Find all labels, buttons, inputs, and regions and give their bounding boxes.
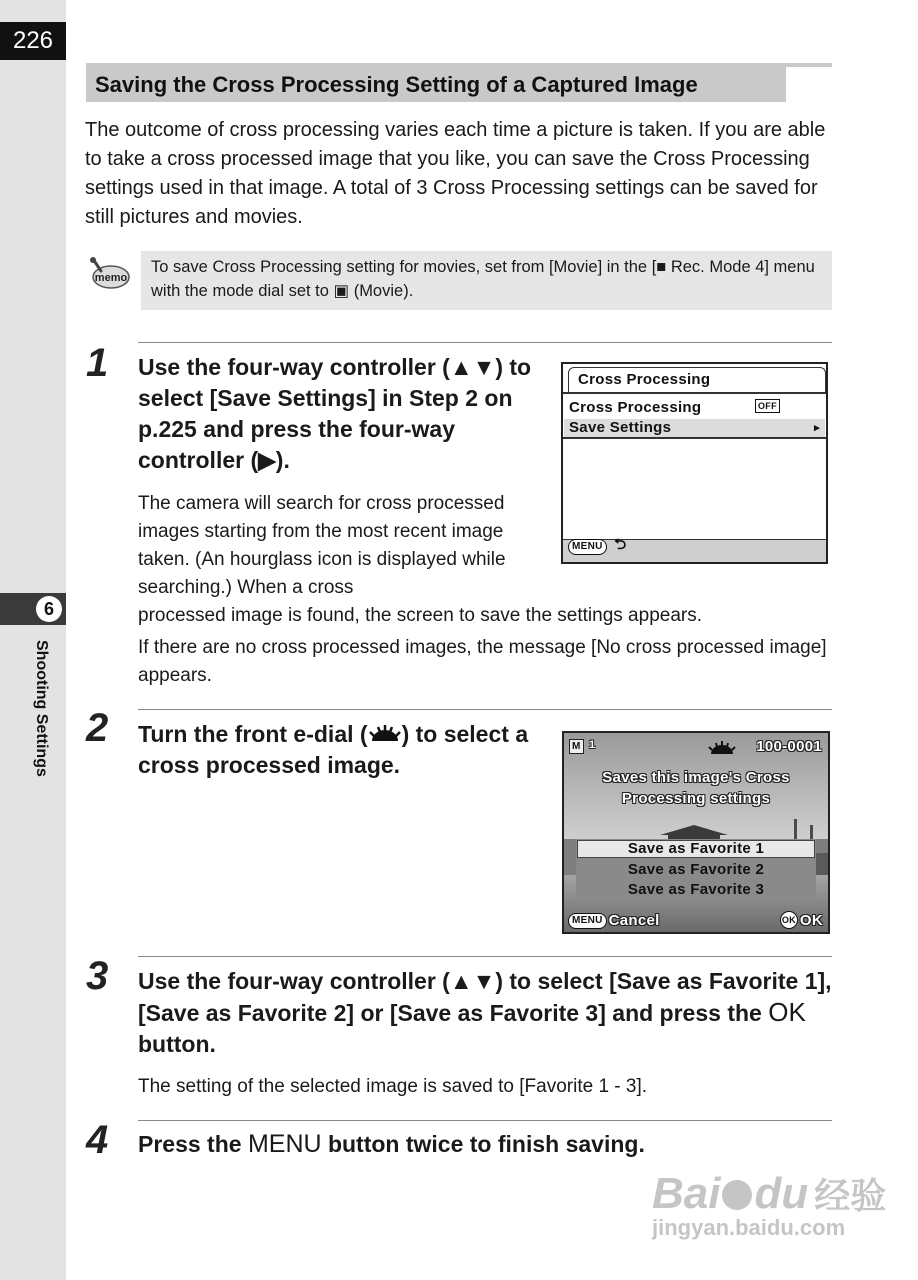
watermark-url: jingyan.baidu.com — [652, 1215, 846, 1240]
camera-screen-cross-processing — [561, 362, 828, 564]
chapter-title: Shooting Settings — [33, 640, 50, 777]
screen1-footer-left — [568, 534, 626, 559]
e-dial-icon — [368, 723, 402, 745]
memo-note — [141, 251, 832, 310]
step-divider — [138, 1120, 832, 1121]
menu-button-icon: MENU — [568, 913, 607, 929]
submenu-arrow-icon: ▸ — [814, 422, 820, 434]
memo-text-part1: To save Cross Processing setting for movies, set from [Movie] in the [ — [151, 258, 657, 276]
step-2-title — [138, 719, 538, 781]
page-number: 226 — [0, 22, 66, 60]
step-4-number: 4 — [86, 1118, 109, 1162]
save-message-line1: Saves this image's Cross — [602, 769, 790, 786]
step-3-number: 3 — [86, 954, 109, 998]
section-header — [86, 63, 832, 102]
ok-label: OK — [799, 911, 823, 929]
step-3-body: The setting of the selected image is saved to [Favorite 1 - 3]. — [138, 1076, 648, 1097]
cross-processing-off-icon: OFF — [755, 399, 780, 413]
memo-icon — [87, 255, 131, 293]
ok-control — [780, 911, 823, 929]
step-4-title-part1: Press the — [138, 1131, 248, 1157]
step-1-title: Use the four-way controller (▲▼) to select [Save Settings] in Step 2 on p.225 and press the four-way controller (▶). — [138, 354, 532, 473]
step-1-number: 1 — [86, 341, 109, 385]
ok-button-label: OK — [768, 997, 806, 1027]
step-1-body: The camera will search for cross processed images starting from the most recent image taken. (An hourglass icon is displayed while searching.) When a cross — [138, 493, 506, 598]
file-number: 100-0001 — [756, 738, 822, 755]
back-arrow-icon: ⮌ — [614, 536, 627, 553]
step-3-title-part2: button. — [138, 1031, 216, 1057]
step-divider — [138, 342, 832, 343]
memo-icon-label: memo — [94, 272, 128, 284]
menu-button-label: MENU — [247, 1130, 322, 1158]
ok-button-icon: OK — [780, 911, 798, 929]
screen1-tab-rule — [563, 392, 826, 394]
section-title: Saving the Cross Processing Setting of a Captured Image — [86, 67, 786, 102]
chapter-number: 6 — [36, 596, 62, 622]
paw-icon — [722, 1180, 752, 1210]
camera-screen-save-settings — [562, 731, 830, 934]
cancel-control — [568, 912, 660, 929]
step-4-title-part2: button twice to finish saving. — [321, 1131, 645, 1157]
playback-mode-number: 1 — [589, 739, 596, 751]
step-4-title — [138, 1129, 832, 1160]
watermark-brand-du: du — [754, 1169, 809, 1218]
step-divider — [138, 709, 832, 710]
step-2-title-before: Turn the front e-dial ( — [138, 721, 368, 747]
screen1-row-rule — [563, 437, 826, 439]
step-2-number: 2 — [86, 706, 109, 750]
step-1-note: If there are no cross processed images, the message [No cross processed image] appears. — [138, 637, 827, 686]
screen1-row2-label: Save Settings — [569, 419, 672, 436]
screen1-tab: Cross Processing — [568, 367, 826, 393]
memo-text-part3: (Movie). — [349, 282, 414, 300]
step-3-title-part1: Use the four-way controller (▲▼) to select [Save as Favorite 1], [Save as Favorite 2] or [Save as Favorite 3] and press the — [138, 968, 832, 1026]
playback-mode-icon: M — [569, 739, 584, 754]
intro-paragraph: The outcome of cross processing varies each time a picture is taken. If you are able to take a cross processed image that you like, you can save the Cross Processing settings used in that image. A total of 3 Cross Processing settings can be saved for still pictures and movies. — [85, 119, 826, 228]
memo-text-part2: Rec. Mode 4] menu with the mode dial set to — [151, 258, 815, 300]
step-1-body-cont: processed image is found, the screen to save the settings appears. — [138, 605, 702, 626]
e-dial-icon — [708, 741, 736, 755]
save-message-line2: Processing settings — [621, 790, 771, 807]
camera-icon: ■ — [656, 258, 667, 276]
watermark-brand — [652, 1168, 886, 1219]
step-3-title — [138, 966, 832, 1060]
option-save-favorite-2[interactable]: Save as Favorite 2 — [627, 861, 765, 878]
cancel-label: Cancel — [608, 912, 660, 929]
step-2-title-after: ) to select a cross processed image. — [138, 721, 529, 778]
watermark-brand-bai: Bai — [652, 1169, 721, 1218]
step-divider — [138, 956, 832, 957]
option-save-favorite-3[interactable]: Save as Favorite 3 — [627, 881, 765, 898]
screen1-row1-label: Cross Processing — [569, 399, 702, 416]
watermark-cn: 经验 — [814, 1175, 887, 1216]
menu-button-icon: MENU — [568, 539, 607, 555]
option-save-favorite-1[interactable]: Save as Favorite 1 — [577, 840, 815, 858]
movie-icon: ▣ — [333, 282, 350, 300]
